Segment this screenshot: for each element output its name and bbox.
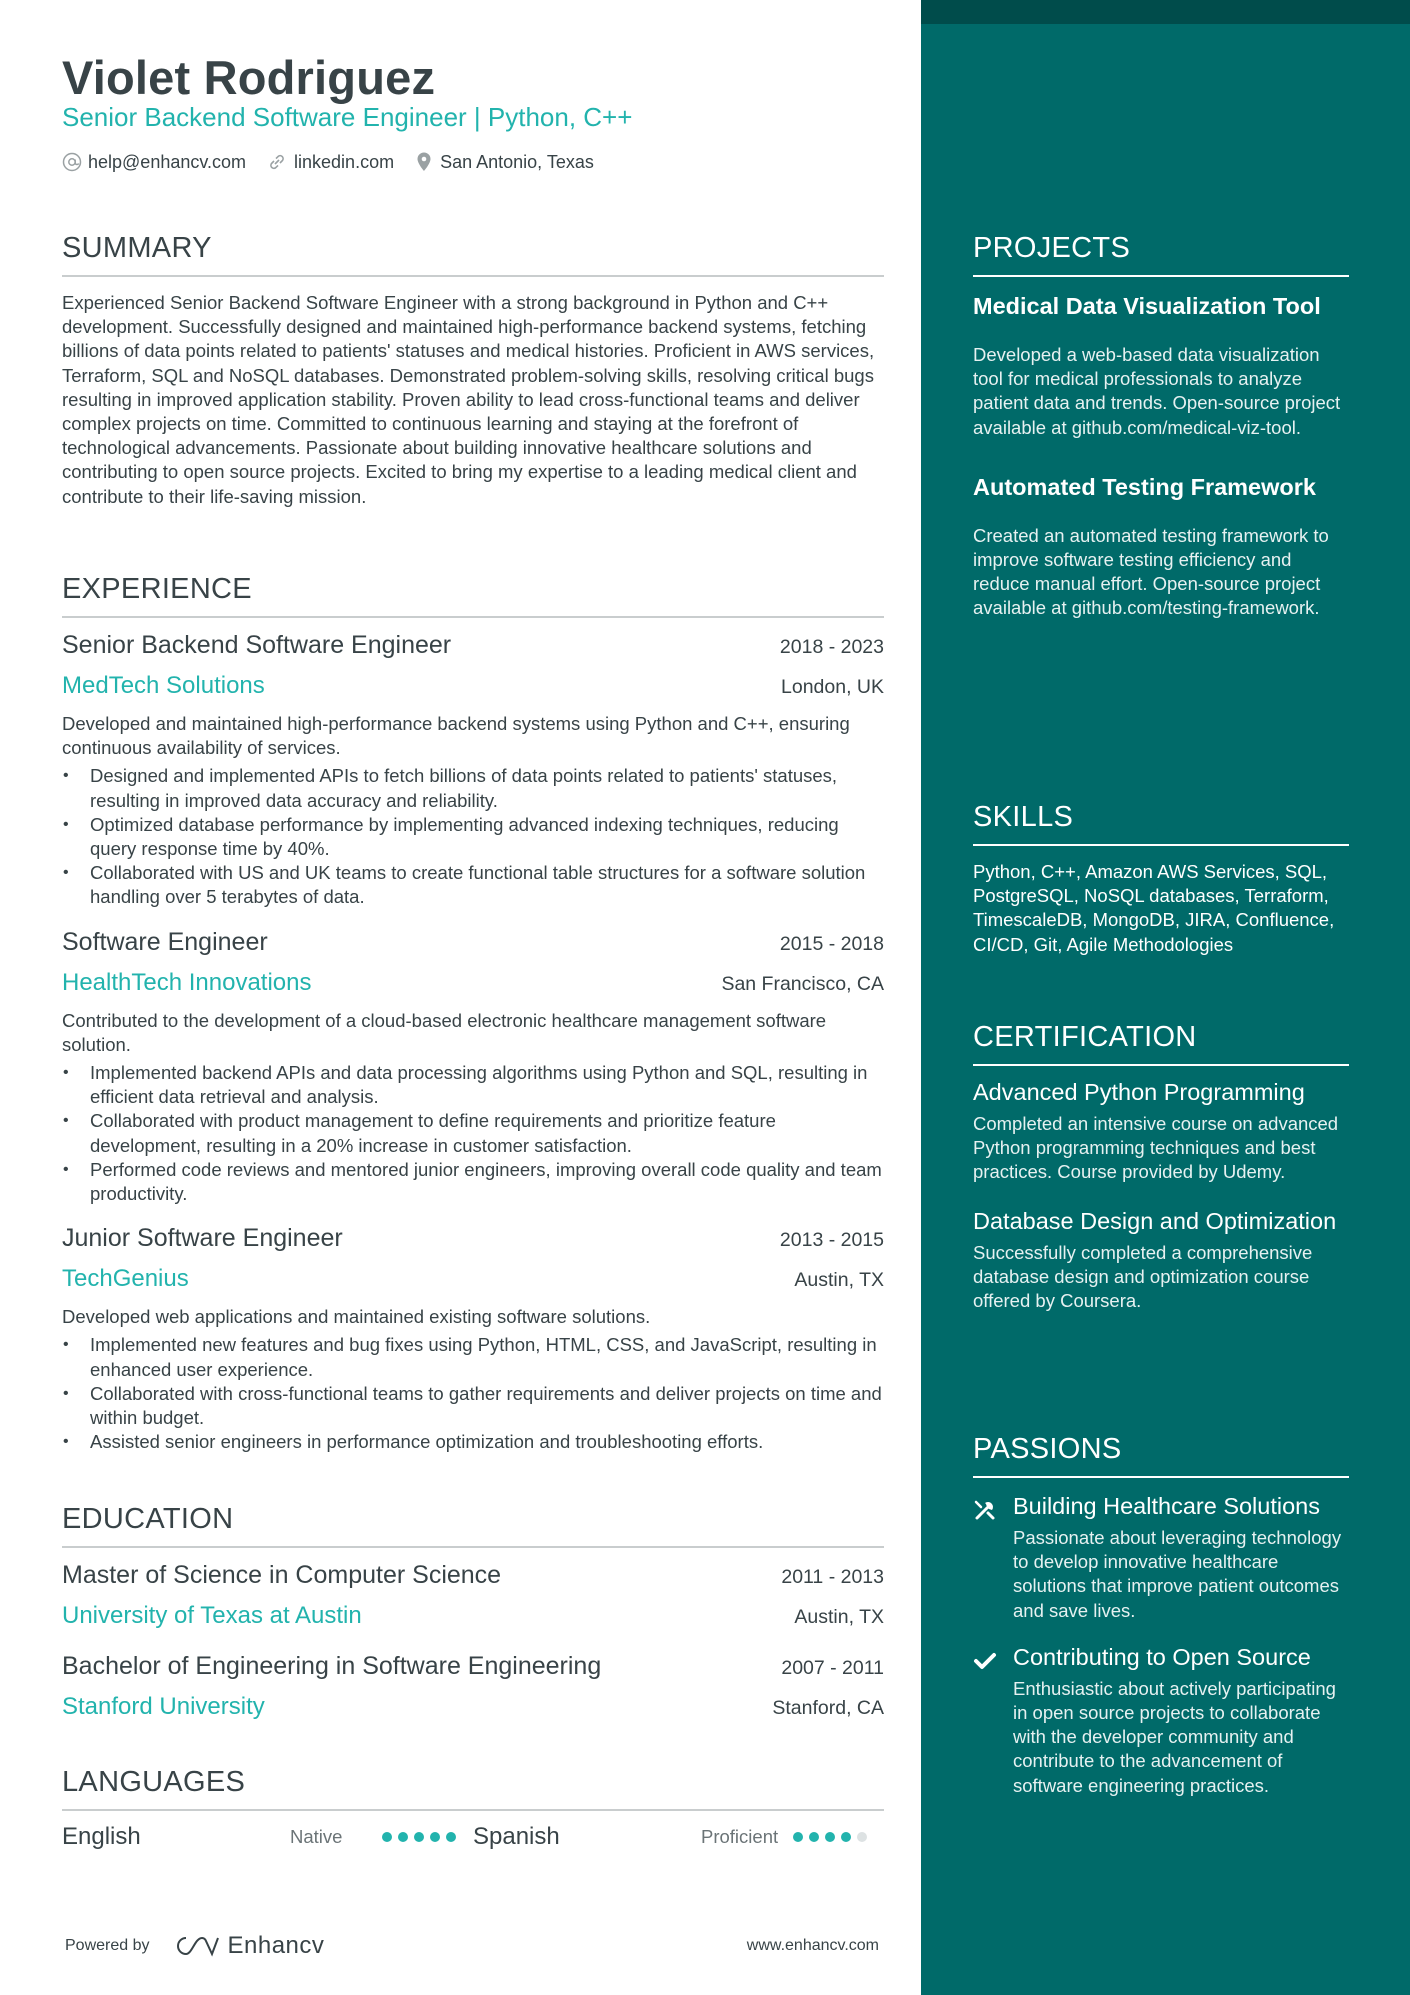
brand-name: Enhancv xyxy=(227,1932,325,1959)
candidate-title: Senior Backend Software Engineer | Python, C++ xyxy=(62,102,633,132)
job-location: San Francisco, CA xyxy=(721,972,884,995)
passions-section xyxy=(973,1433,1349,1798)
sidebar-top-band xyxy=(921,0,1410,24)
at-icon xyxy=(62,152,82,172)
job-entry xyxy=(62,1224,884,1454)
bullet-item: • Designed and implemented APIs to fetch billions of data points related to patients' statuses, resulting in improved data accuracy and reliability. xyxy=(62,764,884,812)
passion-description: Passionate about leveraging technology to develop innovative healthcare solutions that improve patient outcomes and save lives. xyxy=(1013,1527,1342,1621)
passion-item xyxy=(973,1643,1349,1798)
rating-dot-empty xyxy=(857,1832,867,1842)
rating-dot-filled xyxy=(382,1832,392,1842)
job-dates: 2013 - 2015 xyxy=(779,1229,884,1252)
divider xyxy=(973,275,1349,277)
section-title: PASSIONS xyxy=(973,1433,1122,1465)
education-dates: 2007 - 2011 xyxy=(781,1657,884,1679)
education-section xyxy=(62,1503,884,1721)
certification-description: Completed an intensive course on advanced Python programming techniques and best practices. Course provided by Udemy. xyxy=(973,1113,1339,1183)
skills-text: Python, C++, Amazon AWS Services, SQL, PostgreSQL, NoSQL databases, Terraform, TimescaleDB, MongoDB, JIRA, Confluence, CI/CD, Git, Agile Methodologies xyxy=(973,861,1335,955)
divider xyxy=(62,1546,884,1548)
job-bullets xyxy=(62,1333,884,1454)
job-entry xyxy=(62,928,884,1207)
contact-linkedin[interactable] xyxy=(266,152,394,173)
job-role: Senior Backend Software Engineer xyxy=(62,631,452,659)
rating-dot-filled xyxy=(446,1832,456,1842)
language-item xyxy=(62,1823,473,1851)
project-description: Created an automated testing framework to improve software testing efficiency and reduce manual effort. Open-source project available at github.com/testing-framework. xyxy=(973,524,1329,619)
certification-section xyxy=(973,1021,1349,1313)
job-location: London, UK xyxy=(781,676,884,698)
contact-email[interactable] xyxy=(62,152,246,173)
language-name: English xyxy=(62,1823,141,1850)
rating-dot-filled xyxy=(793,1832,803,1842)
rating-dot-filled xyxy=(825,1832,835,1842)
contact-bar xyxy=(62,151,614,173)
job-description: Contributed to the development of a cloud-based electronic healthcare management software solution. xyxy=(62,1009,827,1055)
certification-description: Successfully completed a comprehensive database design and optimization course offered by Coursera. xyxy=(973,1241,1313,1312)
enhancv-logo-icon xyxy=(174,1934,220,1958)
job-description: Developed web applications and maintained existing software solutions. xyxy=(62,1306,651,1328)
project-description: Developed a web-based data visualization tool for medical professionals to analyze patient data and trends. Open-source project available at github.com/medical-viz-tool. xyxy=(973,344,1341,438)
education-dates: 2011 - 2013 xyxy=(781,1566,884,1588)
language-level: Native xyxy=(290,1826,343,1847)
section-title: EDUCATION xyxy=(62,1503,234,1535)
check-icon xyxy=(973,1649,997,1673)
bullet-item: • Implemented new features and bug fixes using Python, HTML, CSS, and JavaScript, resulting in enhanced user experience. xyxy=(62,1333,884,1381)
rating-dot-filled xyxy=(414,1832,424,1842)
section-title: PROJECTS xyxy=(973,232,1131,264)
job-company: TechGenius xyxy=(62,1265,189,1293)
language-level: Proficient xyxy=(701,1826,779,1847)
projects-section xyxy=(973,232,1349,621)
website-link[interactable]: www.enhancv.com xyxy=(746,1937,879,1954)
degree: Bachelor of Engineering in Software Engineering xyxy=(62,1652,602,1680)
skills-section xyxy=(973,801,1349,957)
job-location: Austin, TX xyxy=(794,1269,884,1292)
job-dates: 2018 - 2023 xyxy=(779,636,884,658)
divider xyxy=(62,616,884,618)
degree: Master of Science in Computer Science xyxy=(62,1561,502,1589)
linkedin-text: linkedin.com xyxy=(294,151,395,172)
location-pin-icon xyxy=(414,151,434,173)
passion-description: Enthusiastic about actively participating in open source projects to collaborate with the developer community and contribute to the advancement of software engineering practices. xyxy=(1013,1677,1336,1796)
job-bullets xyxy=(62,764,884,909)
bullet-item: • Performed code reviews and mentored junior engineers, improving overall code quality and team productivity. xyxy=(62,1158,884,1206)
rating-dot-filled xyxy=(398,1832,408,1842)
language-rating xyxy=(382,1832,462,1842)
summary-section xyxy=(62,232,884,509)
divider xyxy=(62,1809,884,1811)
education-entry xyxy=(62,1652,884,1721)
job-dates: 2015 - 2018 xyxy=(779,932,884,955)
school: Stanford University xyxy=(62,1693,265,1720)
rating-dot-filled xyxy=(430,1832,440,1842)
section-title: SUMMARY xyxy=(62,232,212,264)
divider xyxy=(973,1064,1349,1066)
enhancv-logo[interactable] xyxy=(174,1932,325,1960)
certification-title: Database Design and Optimization xyxy=(973,1207,1337,1234)
candidate-name: Violet Rodriguez xyxy=(62,51,436,104)
contact-location xyxy=(414,151,594,173)
passion-title: Building Healthcare Solutions xyxy=(1013,1493,1320,1519)
powered-by-label: Powered by xyxy=(65,1937,150,1954)
bullet-item: • Implemented backend APIs and data processing algorithms using Python and SQL, resulting in efficient data retrieval and analysis. xyxy=(62,1061,884,1109)
certification-title: Advanced Python Programming xyxy=(973,1079,1305,1105)
tools-icon xyxy=(973,1498,997,1522)
email-text: help@enhancv.com xyxy=(88,151,247,172)
language-rating xyxy=(793,1832,873,1842)
section-title: EXPERIENCE xyxy=(62,573,252,605)
sidebar xyxy=(921,0,1410,1995)
bullet-item: • Collaborated with cross-functional teams to gather requirements and deliver projects on time and within budget. xyxy=(62,1382,884,1430)
project-title: Medical Data Visualization Tool xyxy=(973,293,1321,319)
job-company: MedTech Solutions xyxy=(62,672,265,699)
powered-by xyxy=(65,1932,324,1960)
section-title: SKILLS xyxy=(973,801,1074,833)
experience-section xyxy=(62,573,884,1454)
section-title: LANGUAGES xyxy=(62,1766,246,1798)
passion-item xyxy=(973,1492,1349,1623)
project-title: Automated Testing Framework xyxy=(973,473,1316,500)
footer xyxy=(65,1932,879,1960)
location-text: San Antonio, Texas xyxy=(440,151,594,172)
bullet-item: • Collaborated with product management to define requirements and prioritize feature development, resulting in a 20% increase in customer satisfaction. xyxy=(62,1109,884,1157)
bullet-item: • Assisted senior engineers in performance optimization and troubleshooting efforts. xyxy=(62,1430,884,1454)
job-role: Junior Software Engineer xyxy=(62,1224,343,1253)
bullet-item: • Collaborated with US and UK teams to create functional table structures for a software solution handling over 5 terabytes of data. xyxy=(62,861,884,909)
job-entry xyxy=(62,631,884,910)
school-location: Stanford, CA xyxy=(772,1697,884,1719)
link-icon xyxy=(266,152,288,172)
education-entry xyxy=(62,1561,884,1630)
school: University of Texas at Austin xyxy=(62,1602,362,1629)
passion-title: Contributing to Open Source xyxy=(1013,1643,1311,1670)
bullet-item: • Optimized database performance by implementing advanced indexing techniques, reducing query response time by 40%. xyxy=(62,813,884,861)
school-location: Austin, TX xyxy=(794,1606,884,1628)
job-description: Developed and maintained high-performance backend systems using Python and C++, ensuring continuous availability of services. xyxy=(62,713,850,759)
job-bullets xyxy=(62,1061,884,1206)
divider xyxy=(973,844,1349,846)
rating-dot-filled xyxy=(809,1832,819,1842)
job-company: HealthTech Innovations xyxy=(62,968,312,996)
language-item xyxy=(473,1823,884,1851)
job-role: Software Engineer xyxy=(62,927,268,956)
divider xyxy=(62,275,884,277)
rating-dot-filled xyxy=(841,1832,851,1842)
summary-text: Experienced Senior Backend Software Engineer with a strong background in Python and C++ development. Successfully designed and maintained high-performance backend systems, fetching billions of data points related to patients' statuses and medical histories. Proficient in AWS services, Terraform, SQL and NoSQL databases. Demonstrated problem-solving skills, resolving critical bugs resulting in improved application stability. Proven ability to lead cross-functional teams and deliver complex projects on time. Committed to continuous learning and staying at the forefront of technological advancements. Passionate about building innovative healthcare solutions and contributing to open source projects. Excited to bring my expertise to a leading medical client and contribute to their life-saving mission. xyxy=(62,292,875,507)
divider xyxy=(973,1476,1349,1478)
languages-section xyxy=(62,1766,884,1851)
language-name: Spanish xyxy=(473,1823,560,1850)
section-title: CERTIFICATION xyxy=(973,1021,1197,1053)
